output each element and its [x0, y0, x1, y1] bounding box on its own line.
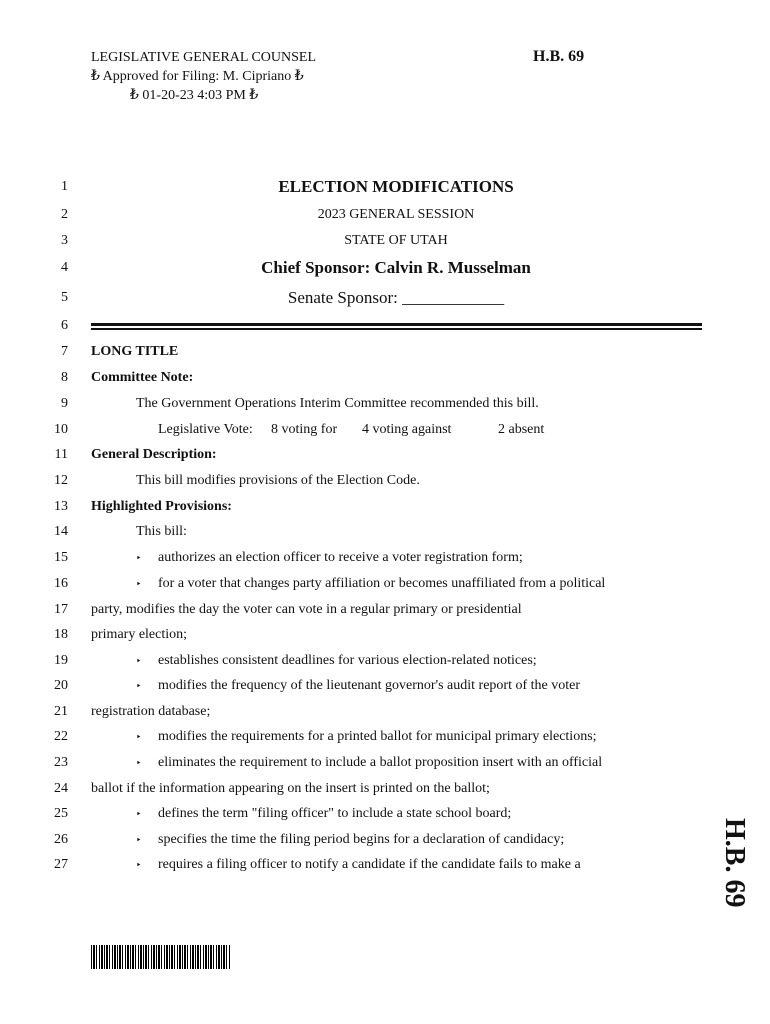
bullet-icon: ‣ [136, 835, 142, 845]
bill-line-17 [0, 600, 770, 626]
line-number: 11 [54, 447, 68, 462]
vote-absent: 2 absent [498, 422, 545, 437]
bill-line-8 [0, 368, 770, 394]
provision-text: requires a filing officer to notify a candidate if the candidate fails to make a [158, 857, 581, 872]
session-label: 2023 GENERAL SESSION [317, 207, 475, 222]
line-number: 3 [61, 233, 68, 248]
bill-line-27 [0, 855, 770, 881]
bullet-icon: ‣ [136, 758, 142, 768]
line-number: 16 [54, 576, 68, 591]
provision-text: defines the term "filing officer" to include a state school board; [158, 806, 512, 821]
committee-note-heading: Committee Note: [91, 370, 194, 385]
bill-line-3 [0, 231, 770, 257]
line-number: 4 [61, 260, 68, 275]
line-number: 8 [61, 370, 68, 385]
bill-line-21 [0, 702, 770, 728]
bill-line-22 [0, 727, 770, 753]
bullet-icon: ‣ [136, 579, 142, 589]
bill-line-2 [0, 205, 770, 231]
bill-line-15 [0, 548, 770, 574]
bill-line-9 [0, 394, 770, 420]
vote-against: 4 voting against [362, 422, 452, 437]
line-number: 10 [54, 422, 68, 437]
barcode-icon [91, 945, 231, 969]
bill-line-12 [0, 471, 770, 497]
chief-sponsor: Chief Sponsor: Calvin R. Musselman [261, 258, 531, 277]
state-label: STATE OF UTAH [344, 233, 448, 248]
bill-line-18 [0, 625, 770, 651]
provision-text: authorizes an election officer to receive a voter registration form; [158, 550, 523, 565]
line-number: 25 [54, 806, 68, 821]
line-number: 5 [61, 290, 68, 305]
line-number: 24 [54, 781, 68, 796]
bill-line-24 [0, 779, 770, 805]
provision-text: registration database; [91, 704, 211, 719]
line-number: 15 [54, 550, 68, 565]
provision-text: specifies the time the filing period begins for a declaration of candidacy; [158, 832, 565, 847]
bill-line-7 [0, 342, 770, 368]
bill-line-10 [0, 420, 770, 446]
provision-text: party, modifies the day the voter can vote in a regular primary or presidential [91, 602, 522, 617]
bullet-icon: ‣ [136, 809, 142, 819]
line-number: 12 [54, 473, 68, 488]
line-number: 21 [54, 704, 68, 719]
bullet-icon: ‣ [136, 553, 142, 563]
bill-line-14 [0, 522, 770, 548]
bill-line-13 [0, 497, 770, 523]
provision-text: modifies the frequency of the lieutenant governor's audit report of the voter [158, 678, 580, 693]
bill-line-25 [0, 804, 770, 830]
general-description-heading: General Description: [91, 447, 217, 462]
approval-line: ₺ Approved for Filing: M. Cipriano ₺ [91, 69, 304, 84]
bill-line-23 [0, 753, 770, 779]
long-title-heading: LONG TITLE [91, 344, 179, 359]
provision-text: modifies the requirements for a printed ballot for municipal primary elections; [158, 729, 597, 744]
counsel-label: LEGISLATIVE GENERAL COUNSEL [91, 50, 317, 65]
provision-text: primary election; [91, 627, 188, 642]
vote-for: 8 voting for [271, 422, 338, 437]
line-number: 27 [54, 857, 68, 872]
vote-label: Legislative Vote: [158, 422, 253, 437]
bill-line-16 [0, 574, 770, 600]
this-bill-text: This bill: [136, 524, 187, 539]
senate-sponsor: Senate Sponsor: ____________ [287, 288, 505, 307]
highlighted-provisions-heading: Highlighted Provisions: [91, 499, 232, 514]
provision-text: establishes consistent deadlines for various election-related notices; [158, 653, 537, 668]
line-number: 17 [54, 602, 68, 617]
bill-line-5 [0, 288, 770, 314]
bill-title: ELECTION MODIFICATIONS [278, 177, 514, 196]
bullet-icon: ‣ [136, 860, 142, 870]
bullet-icon: ‣ [136, 681, 142, 691]
line-number: 14 [54, 524, 68, 539]
line-number: 13 [54, 499, 68, 514]
general-description-text: This bill modifies provisions of the Election Code. [136, 473, 420, 488]
line-number: 2 [61, 207, 68, 222]
provision-text: ballot if the information appearing on the insert is printed on the ballot; [91, 781, 490, 796]
provision-text: for a voter that changes party affiliation or becomes unaffiliated from a political [158, 576, 606, 591]
double-rule-bottom [91, 328, 702, 330]
line-number: 20 [54, 678, 68, 693]
bill-line-4 [0, 258, 770, 284]
line-number: 22 [54, 729, 68, 744]
side-bill-number: H.B. 69 [719, 818, 750, 908]
bill-line-19 [0, 651, 770, 677]
bill-number: H.B. 69 [533, 48, 585, 65]
bullet-icon: ‣ [136, 732, 142, 742]
timestamp-line: ₺ 01-20-23 4:03 PM ₺ [130, 88, 259, 103]
line-number: 1 [61, 179, 68, 194]
header-left [91, 48, 316, 105]
bill-line-1 [0, 177, 770, 203]
line-number: 26 [54, 832, 68, 847]
provision-text: eliminates the requirement to include a ballot proposition insert with an official [158, 755, 603, 770]
bill-line-20 [0, 676, 770, 702]
committee-note-text: The Government Operations Interim Committee recommended this bill. [136, 396, 539, 411]
line-number: 9 [61, 396, 68, 411]
line-number: 18 [54, 627, 68, 642]
line-number: 6 [61, 318, 68, 333]
line-number: 7 [61, 344, 68, 359]
bill-line-26 [0, 830, 770, 856]
line-number: 23 [54, 755, 68, 770]
line-number: 19 [54, 653, 68, 668]
bullet-icon: ‣ [136, 656, 142, 666]
bill-line-11 [0, 445, 770, 471]
double-rule-top [91, 323, 702, 326]
